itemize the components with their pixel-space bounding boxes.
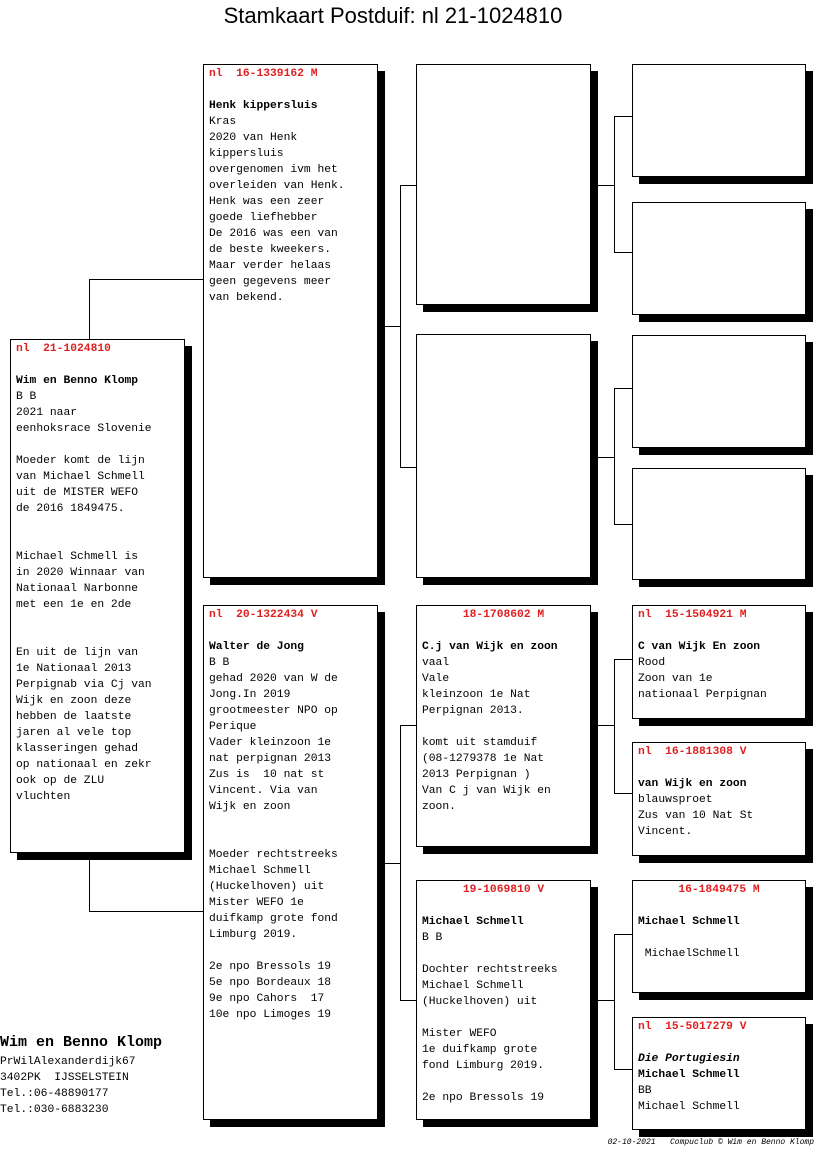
breeder-name: C.j van Wijk en zoon	[422, 641, 558, 653]
mother-pigeon-card[interactable]	[203, 605, 378, 1120]
mf-father-card[interactable]	[632, 605, 806, 719]
page-title: Stamkaart Postduif: nl 21-1024810	[223, 3, 563, 28]
breeder-name	[638, 353, 800, 369]
ff-mother-card[interactable]	[632, 202, 806, 315]
fm-father-card[interactable]	[632, 335, 806, 448]
connector-line	[614, 388, 615, 525]
ring-number: nl 16-1339162 M	[209, 68, 318, 80]
pigeon-notes: B B 2021 naar eenhoksrace Slovenie Moeder komt de lijn van Michael Schmell uit de MISTER WEFO de 2016 1849475. Michael Schmell is in 2020 Winnaar van Nationaal Narbonne met een 1e en 2de En uit de lijn van 1e Nationaal 2013 Perpignab via Cj van Wijk en zoon deze hebben de laatste jaren al vele top klasseringen gehad op nationaal en zekr ook op de ZLU vluchten	[16, 391, 152, 803]
breeder-name	[638, 486, 800, 502]
breeder-name: C van Wijk En zoon	[638, 641, 761, 653]
connector-line	[400, 1000, 417, 1001]
breeder-name: Michael Schmell	[638, 1069, 740, 1081]
connector-line	[400, 467, 417, 468]
ring-number: nl 16-1881308 V	[638, 746, 747, 758]
ring-number: nl 15-1504921 M	[638, 609, 747, 621]
ring-number	[638, 470, 800, 486]
connector-line	[400, 725, 401, 1001]
mother-father-card[interactable]	[416, 605, 591, 847]
connector-line	[614, 388, 633, 389]
owner-phone-mobile: Tel.:06-48890177	[0, 1088, 109, 1100]
connector-line	[400, 185, 401, 468]
ring-number: nl 21-1024810	[16, 343, 111, 355]
owner-name: Wim en Benno Klomp	[0, 1034, 163, 1051]
ring-number	[638, 204, 800, 220]
ring-number: 16-1849475 M	[678, 884, 760, 896]
connector-line	[89, 852, 90, 912]
connector-line	[89, 279, 90, 340]
pigeon-notes: vaal Vale kleinzoon 1e Nat Perpignan 2013. komt uit stamduif (08-1279378 1e Nat 2013 Perpignan ) Van C j van Wijk en zoon.	[422, 657, 551, 813]
connector-line	[400, 185, 417, 186]
connector-line	[400, 725, 417, 726]
mm-mother-card[interactable]	[632, 1017, 806, 1130]
breeder-name: Michael Schmell	[422, 916, 524, 928]
breeder-name: Wim en Benno Klomp	[16, 375, 139, 387]
footer-credits: 02-10-2021 Compuclub © Wim en Benno Klomp	[607, 1138, 814, 1147]
connector-line	[614, 934, 615, 1070]
mother-mother-card[interactable]	[416, 880, 591, 1120]
connector-line	[597, 1000, 614, 1001]
breeder-name: van Wijk en zoon	[638, 778, 747, 790]
mf-mother-card[interactable]	[632, 742, 806, 856]
connector-line	[89, 911, 204, 912]
ring-number: 18-1708602 M	[462, 609, 545, 621]
ring-number	[422, 66, 585, 82]
connector-line	[614, 793, 633, 794]
ff-father-card[interactable]	[632, 64, 806, 177]
ring-number: 19-1069810 V	[462, 884, 545, 896]
connector-line	[597, 457, 614, 458]
owner-phone-landline: Tel.:030-6883230	[0, 1104, 109, 1116]
father-mother-card[interactable]	[416, 334, 591, 578]
father-pigeon-card[interactable]	[203, 64, 378, 578]
connector-line	[614, 252, 633, 253]
connector-line	[597, 185, 614, 186]
pigeon-notes: blauwsproet Zus van 10 Nat St Vincent.	[638, 794, 754, 838]
connector-line	[614, 116, 633, 117]
breeder-name	[638, 220, 800, 236]
connector-line	[614, 659, 615, 794]
ring-number	[638, 66, 800, 82]
connector-line	[614, 116, 615, 253]
breeder-name: Henk kippersluis	[209, 100, 318, 112]
breeder-name	[638, 82, 800, 98]
connector-line	[89, 279, 204, 280]
connector-line	[384, 326, 400, 327]
connector-line	[614, 1069, 633, 1070]
mm-father-card[interactable]	[632, 880, 806, 993]
breeder-name: Michael Schmell	[638, 916, 740, 928]
ring-number	[422, 336, 585, 352]
pigeon-notes: B B Dochter rechtstreeks Michael Schmell (Huckelhoven) uit Mister WEFO 1e duifkamp grote fond Limburg 2019. 2e npo Bressols 19	[422, 932, 558, 1104]
owner-info	[0, 1034, 162, 1118]
pigeon-nickname: Die Portugiesin	[638, 1053, 740, 1065]
ring-number: nl 20-1322434 V	[209, 609, 318, 621]
pigeon-notes: B B gehad 2020 van W de Jong.In 2019 grootmeester NPO op Perique Vader kleinzoon 1e nat perpignan 2013 Zus is 10 nat st Vincent. Via van Wijk en zoon Moeder rechtstreeks Michael Schmell (Huckelhoven) uit Mister WEFO 1e duifkamp grote fond Limburg 2019. 2e npo Bressols 19 5e npo Bordeaux 18 9e npo Cahors 17 10e npo Limoges 19	[209, 657, 338, 1021]
father-father-card[interactable]	[416, 64, 591, 305]
connector-line	[614, 934, 633, 935]
connector-line	[384, 863, 400, 864]
breeder-name	[422, 368, 585, 384]
owner-postal: 3402PK IJSSELSTEIN	[0, 1072, 129, 1084]
breeder-name	[422, 98, 585, 114]
pigeon-notes: MichaelSchmell	[644, 948, 740, 960]
connector-line	[597, 725, 614, 726]
connector-line	[614, 659, 633, 660]
ring-number	[638, 337, 800, 353]
connector-line	[614, 524, 633, 525]
fm-mother-card[interactable]	[632, 468, 806, 580]
ring-number: nl 15-5017279 V	[638, 1021, 747, 1033]
breeder-name: Walter de Jong	[209, 641, 304, 653]
pigeon-notes: Kras 2020 van Henk kippersluis overgenomen ivm het overleiden van Henk. Henk was een zeer goede liefhebber De 2016 was een van de beste kweekers. Maar verder helaas geen gegevens meer van bekend.	[209, 116, 345, 304]
subject-pigeon-card[interactable]	[10, 339, 185, 853]
pigeon-notes: BB Michael Schmell	[638, 1085, 740, 1113]
owner-address: PrWilAlexanderdijk67	[0, 1056, 136, 1068]
pigeon-notes: Rood Zoon van 1e nationaal Perpignan	[638, 657, 767, 701]
